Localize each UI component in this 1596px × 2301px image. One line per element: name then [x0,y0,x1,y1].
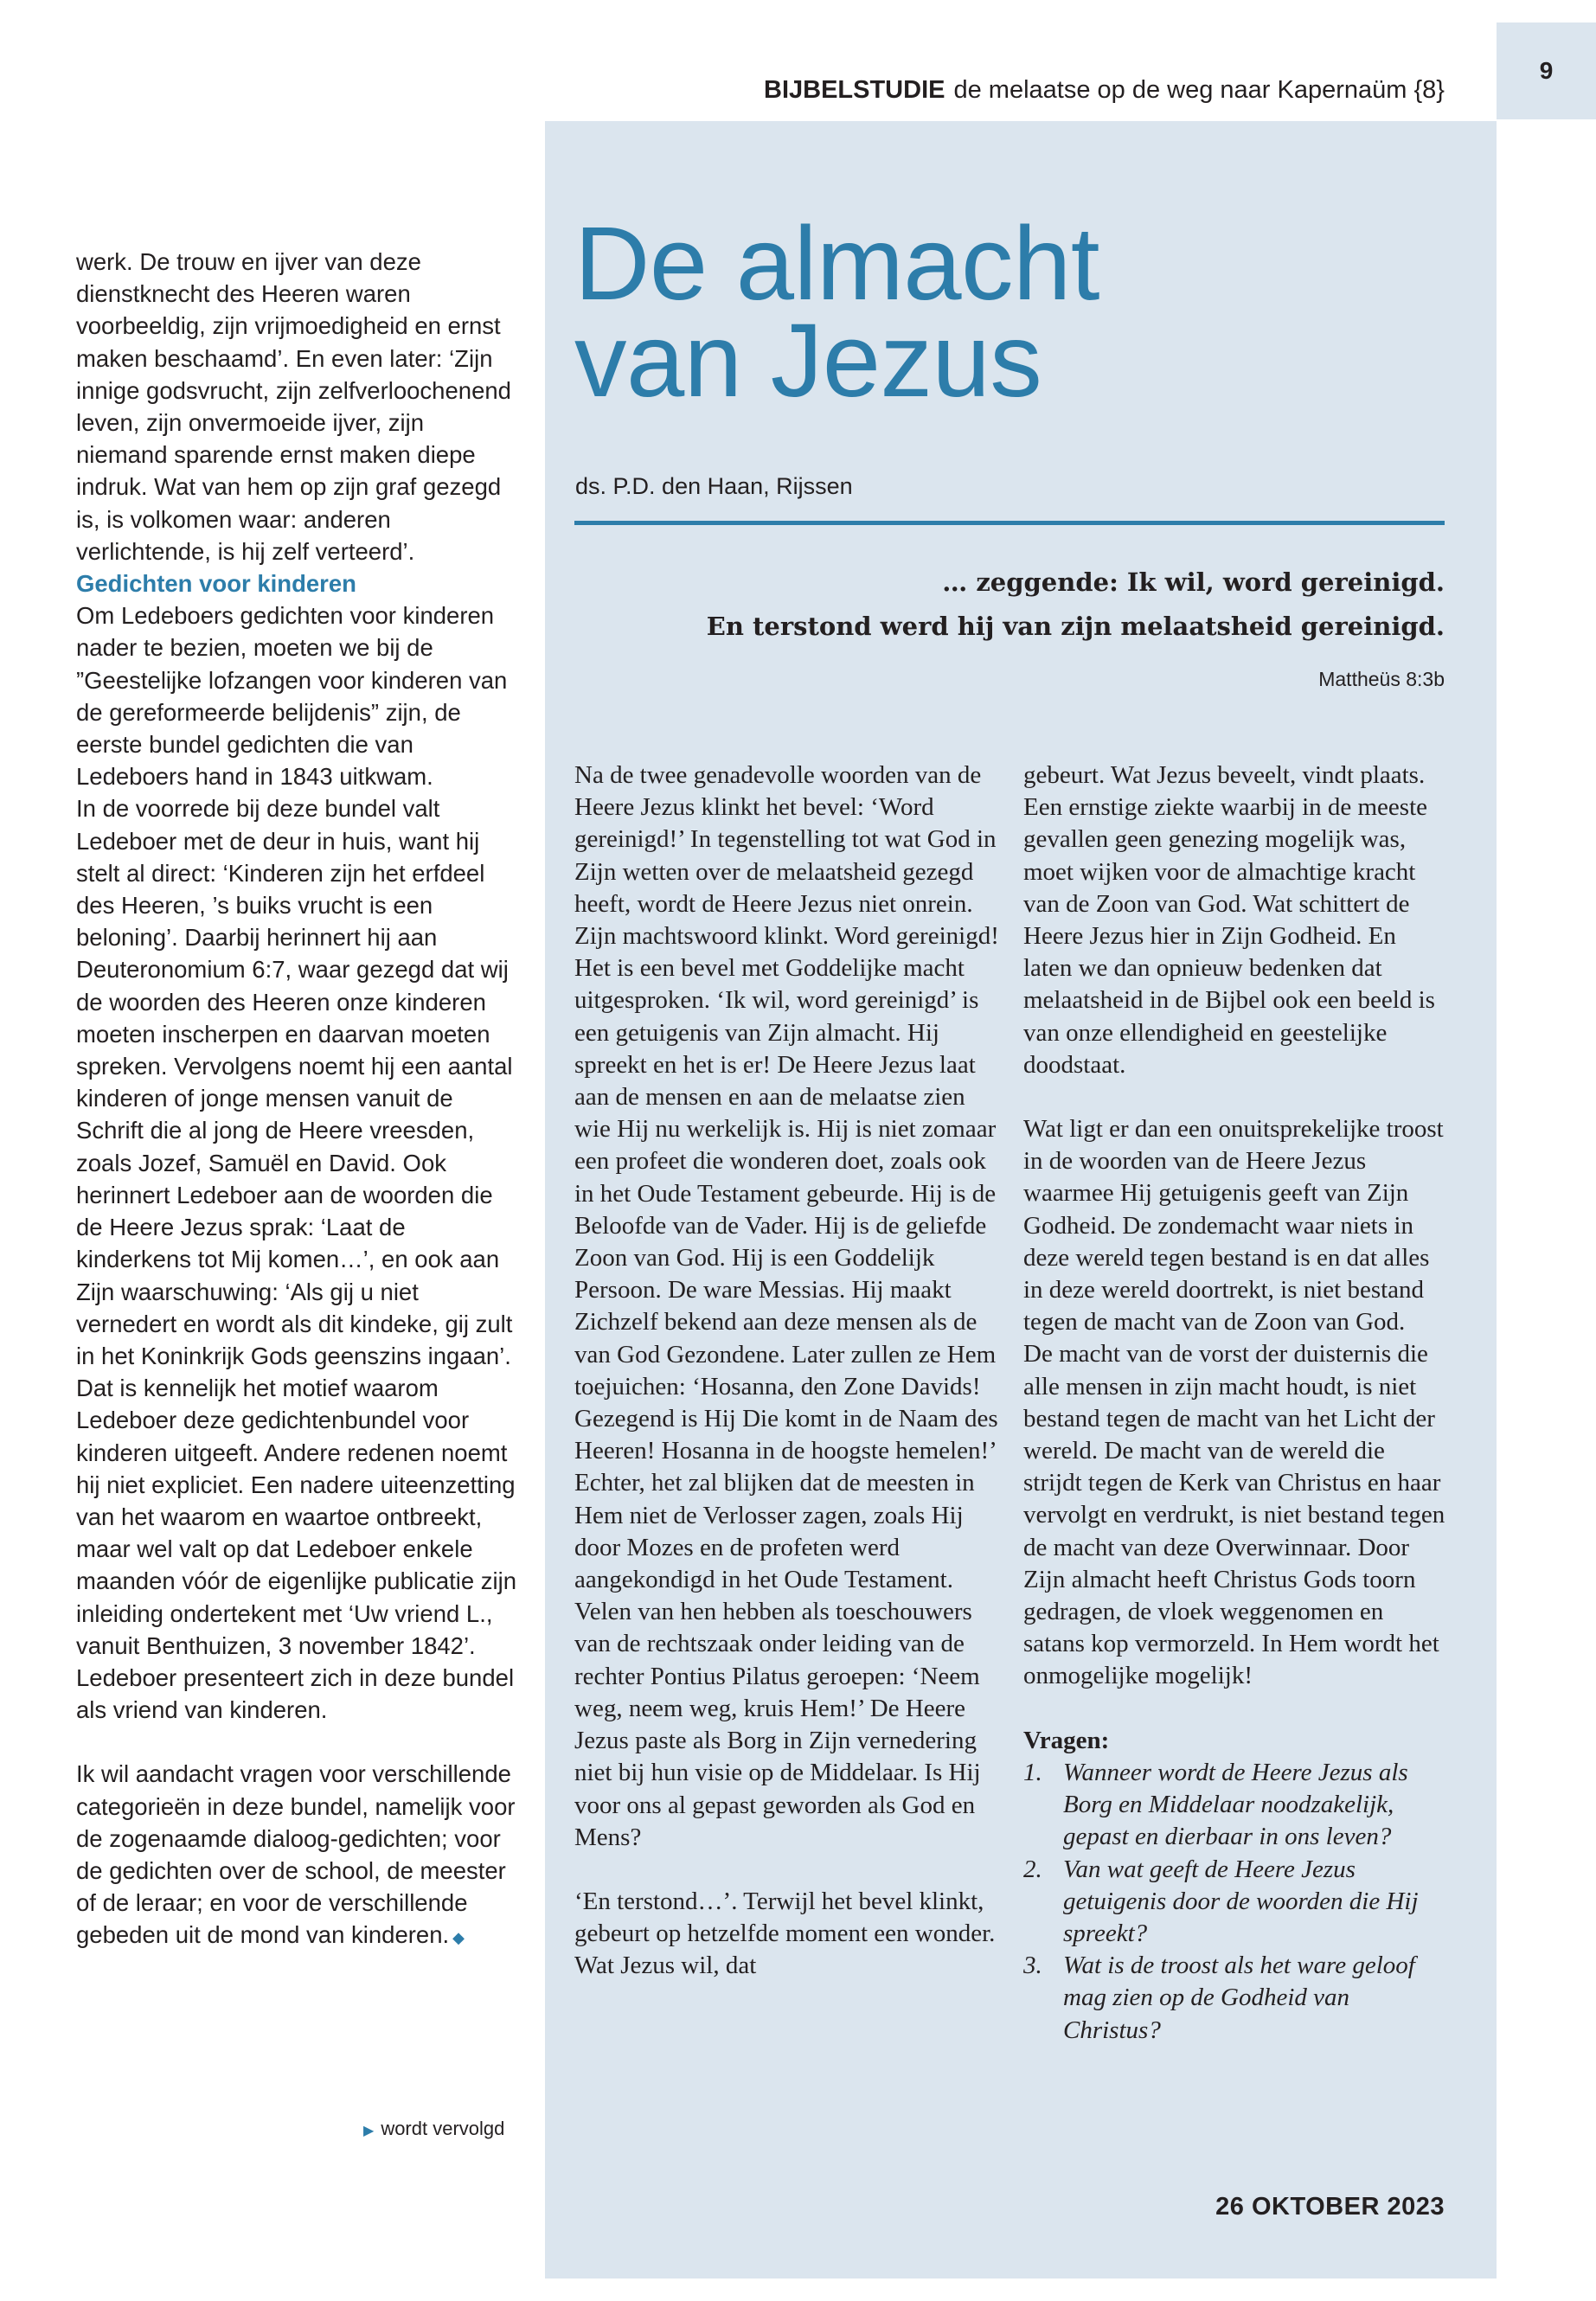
title-divider [574,521,1445,525]
left-paragraph-4 [76,1758,517,1954]
quote-reference: Mattheüs 8:3b [1318,668,1445,690]
series-subtitle: de melaatse op de weg naar Kapernaüm {8} [953,76,1445,104]
article-column-middle [574,760,1003,1983]
question-item [1023,1950,1447,2047]
continued-text: wordt vervolgd [381,2118,505,2139]
left-column [76,246,517,1955]
middle-paragraph-3: ‘En terstond…’. Terwijl het bevel klinkt, gebeurt op hetzelfde moment een wonder. Wat Jezus wil, dat [574,1887,996,1980]
middle-paragraph-1: Na de twee genadevolle woorden van de Heere Jezus klinkt het bevel: ‘Word gereinigd!’ In tegenstelling tot wat God in Zijn wetten over de melaatsheid gezegd heeft, wordt de Heere Jezus niet onrein. Zijn machtswoord klinkt. Word gereinigd! Het is een bevel met Goddelijke macht uitgesproken. ‘Ik wil, word gereinigd’ is een getuigenis van Zijn almacht. Hij spreekt en het is er! De Heere Jezus laat aan de mensen en aan de melaatse zien wie Hij nu werkelijk is. Hij is niet zomaar een profeet die wonderen doet, zoals ook in het Oude Testament gebeurde. Hij is de Beloofde van de Vader. Hij is de geliefde Zoon van God. Hij is een Goddelijk Persoon. De ware Messias. Hij maakt Zichzelf bekend aan deze mensen als de van God Gezondene. Later zullen ze Hem toejuichen: ‘Hosanna, den Zone Davids! Gezegend is Hij Die komt in de Naam des Heeren! Hosanna in de hoogste hemelen!’ [574,761,999,1465]
questions-list [1023,1757,1447,2047]
right-paragraph-3: De macht van de vorst der duisternis die alle mensen in zijn macht houdt, is niet bestand tegen de macht van het Licht der wereld. De macht van de wereld die strijdt tegen de Kerk van Christus en haar vervolgt en verdrukt, is niet bestand tegen de macht van deze Overwinnaar. Door Zijn almacht heeft Christus Gods toorn gedragen, de vloek weggenomen en satans kop vermorzeld. In Hem wordt het onmogelijke mogelijk! [1023,1340,1445,1690]
issue-date: 26 OKTOBER 2023 [1215,2193,1445,2221]
title-line-2: van Jezus [574,301,1042,419]
middle-paragraph-2: Echter, het zal blijken dat de meesten in Hem niet de Verlosser zagen, zoals Hij door Mozes en de profeten werd aangekondigd in het Oude Testament. Velen van hen hebben als toeschouwers van de rechtszaak onder leiding van de rechter Pontius Pilatus geroepen: ‘Neem weg, neem weg, kruis Hem!’ De Heere Jezus paste als Borg in Zijn vernedering niet bij hun visie op de Middelaar. Is Hij voor ons al gepast geworden als God en Mens? [574,1469,981,1851]
question-number: 1. [1023,1758,1042,1786]
continued-note [363,2118,504,2140]
left-paragraph-4-text: Ik wil aandacht vragen voor verschillende categorieën in deze bundel, namelijk voor de zogenaamde dialoog-gedichten; voor de gedichten over de school, de meester of de leraar; en voor de verschillende gebeden uit de mond van kinderen. [76,1760,516,1949]
left-paragraph-3: In de voorrede bij deze bundel valt Ledeboer met de deur in huis, want hij stelt al direct: ‘Kinderen zijn het erfdeel des Heeren, ’s buiks vrucht is een beloning’. Daarbij herinnert hij aan Deuteronomium 6:7, waar gezegd dat wij de woorden des Heeren onze kinderen moeten inscherpen en daarvan moeten spreken. Vervolgens noemt hij een aantal kinderen of jonge mensen vanuit de Schrift die al jong de Heere vreesden, zoals Jozef, Samuël en David. Ook herinnert Ledeboer aan de woorden die de Heere Jezus sprak: ‘Laat de kinderkens tot Mij komen…’, en ook aan Zijn waarschuwing: ‘Als gij u niet vernedert en wordt als dit kindeke, gij zult in het Koninkrijk Gods geenszins ingaan’. Dat is kennelijk het motief waarom Ledeboer deze gedichtenbundel voor kinderen uitgeeft. Andere redenen noemt hij niet expliciet. Een nadere uiteenzetting van het waarom en waartoe ontbreekt, maar wel valt op dat Ledeboer enkele maanden vóór de eigenlijke publicatie zijn inleiding ondertekent met ‘Uw vriend L., vanuit Benthuizen, 3 november 1842’. Ledeboer presenteert zich in deze bundel als vriend van kinderen. [76,795,517,1724]
article-title [574,204,1439,419]
question-number: 2. [1023,1855,1042,1883]
questions-heading: Vragen: [1023,1726,1110,1754]
left-paragraph-1: werk. De trouw en ijver van deze dienstknecht des Heeren waren voorbeeldig, zijn vrijmoedigheid en ernst maken beschaamd’. En even later: ‘Zijn innige godsvrucht, zijn zelfverloochenend leven, zijn onvermoeide ijver, zijn niemand sparende ernst maken diepe indruk. Wat van hem op zijn graf gezegd is, is volkomen waar: anderen verlichtende, is hij zelf verteerd’. [76,248,511,565]
question-text: Wat is de troost als het ware geloof mag zien op de Godheid van Christus? [1063,1952,1415,2044]
right-paragraph-1: gebeurt. Wat Jezus beveelt, vindt plaats. Een ernstige ziekte waarbij in de meeste gevallen geen genezing mogelijk was, moet wijken voor de almachtige kracht van de Zoon van God. Wat schittert de Heere Jezus hier in Zijn Godheid. En laten we dan opnieuw bedenken dat melaatsheid in de Bijbel ook een beeld is van onze ellendigheid en geestelijke doodstaat. [1023,761,1435,1079]
scripture-quote [580,561,1445,649]
quote-line-1: … zeggende: Ik wil, word gereinigd. [942,567,1445,597]
question-item [1023,1854,1447,1951]
subheading-gedichten: Gedichten voor kinderen [76,570,356,598]
running-header [764,76,1445,105]
quote-line-2: En terstond werd hij van zijn melaatsheid gereinigd. [706,612,1445,641]
question-text: Wanneer wordt de Heere Jezus als Borg en Middelaar noodzakelijk, gepast en dierbaar in ons leven? [1063,1758,1408,1851]
section-label: BIJBELSTUDIE [764,76,945,104]
right-paragraph-2: Wat ligt er dan een onuitsprekelijke troost in de woorden van de Heere Jezus waarmee Hij getuigenis geeft van Zijn Godheid. De zondemacht waar niets in deze wereld tegen bestand is en dat alles in deze wereld doortrekt, is niet bestand tegen de macht van de Zoon van God. [1023,1115,1444,1336]
question-text: Van wat geeft de Heere Jezus getuigenis door de woorden die Hij spreekt? [1063,1855,1419,1947]
question-item [1023,1757,1447,1854]
page-number: 9 [1497,22,1596,119]
triangle-right-icon: ▶ [363,2124,375,2138]
left-paragraph-2: Om Ledeboers gedichten voor kinderen nader te bezien, moeten we bij de ”Geestelijke lofzangen voor kinderen van de gereformeerde belijdenis” zijn, de eerste bundel gedichten die van Ledeboers hand in 1843 uitkwam. [76,602,508,791]
article-column-right [1023,760,1447,2047]
question-number: 3. [1023,1952,1042,1980]
author-byline: ds. P.D. den Haan, Rijssen [575,473,853,499]
title-line-1: De almacht [574,204,1099,322]
end-diamond-icon: ◆ [452,1929,465,1947]
